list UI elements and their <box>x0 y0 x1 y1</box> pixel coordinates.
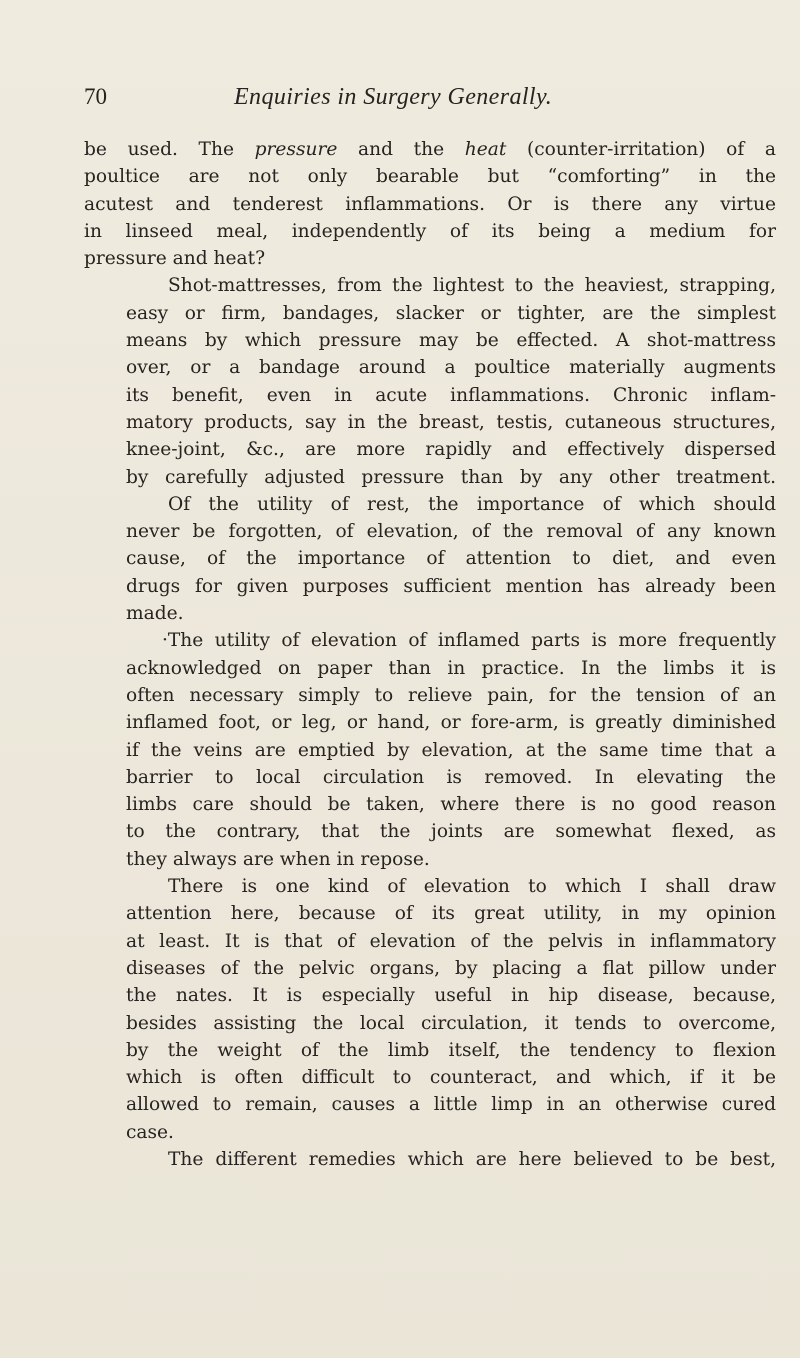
page-header <box>84 84 774 120</box>
text-line: acknowledged on paper than in practice. In the limbs it is <box>126 657 776 679</box>
text-line: easy or firm, bandages, slacker or tighter, are the simplest <box>126 302 776 324</box>
body-text <box>84 136 776 1173</box>
text-line: attention here, because of its great utility, in my opinion <box>126 903 776 925</box>
running-head: Enquiries in Surgery Generally. <box>234 84 553 110</box>
text-line: allowed to remain, causes a little limp in an otherwise cured <box>126 1094 776 1116</box>
text-line: poultice are not only bearable but “comforting” in the <box>84 166 776 188</box>
text-line: means by which pressure may be effected. A shot-mattress <box>126 330 776 352</box>
text-line: matory products, say in the breast, testis, cutaneous structures, <box>126 411 776 433</box>
text-line: besides assisting the local circulation, it tends to overcome, <box>126 1012 776 1034</box>
paragraph <box>84 1146 776 1173</box>
text-line: knee-joint, &c., are more rapidly and effectively dispersed <box>126 439 776 461</box>
page-number: 70 <box>84 84 107 109</box>
text-line: drugs for given purposes sufficient mention has already been <box>126 575 776 597</box>
text-line: Of the utility of rest, the importance of which should <box>168 493 776 515</box>
text-line: There is one kind of elevation to which I shall draw <box>168 876 776 898</box>
text-line: be used. The pressure and the heat (counter-irritation) of a <box>84 139 776 160</box>
text-line: ·The utility of elevation of inflamed parts is more frequently <box>162 630 776 652</box>
text-line: by carefully adjusted pressure than by any other treatment. <box>126 466 776 488</box>
text-line: cause, of the importance of attention to diet, and even <box>126 548 776 570</box>
text-line: if the veins are emptied by elevation, at the same time that a <box>126 739 776 761</box>
text-line: often necessary simply to relieve pain, for the tension of an <box>126 684 776 706</box>
paragraph <box>84 272 776 627</box>
text-line: limbs care should be taken, where there is no good reason <box>126 794 776 816</box>
text-line: The different remedies which are here believed to be best, <box>168 1148 776 1170</box>
text-line: by the weight of the limb itself, the tendency to flexion <box>126 1039 776 1061</box>
text-line: barrier to local circulation is removed. In elevating the <box>126 766 776 788</box>
text-line: which is often difficult to counteract, and which, if it be <box>126 1067 776 1089</box>
text-line: at least. It is that of elevation of the pelvis in inflammatory <box>126 930 776 952</box>
paragraph <box>84 136 776 272</box>
text-line: case. <box>126 1121 174 1143</box>
text-line: in linseed meal, independently of its being a medium for <box>84 220 776 242</box>
text-line: they always are when in repose. <box>126 848 430 870</box>
text-line: diseases of the pelvic organs, by placing a flat pillow under <box>126 957 776 979</box>
text-line: over, or a bandage around a poultice materially augments <box>126 357 776 379</box>
text-line: made. <box>126 603 184 625</box>
text-line: inflamed foot, or leg, or hand, or fore-arm, is greatly diminished <box>126 712 776 734</box>
text-line: to the contrary, that the joints are somewhat flexed, as <box>126 821 776 843</box>
paragraph <box>84 873 776 1146</box>
text-line: Shot-mattresses, from the lightest to the heaviest, strapping, <box>168 275 776 297</box>
text-line: the nates. It is especially useful in hip disease, because, <box>126 985 776 1007</box>
text-line: pressure and heat? <box>84 248 266 270</box>
text-line: acutest and tenderest inflammations. Or is there any virtue <box>84 193 776 215</box>
text-line: never be forgotten, of elevation, of the removal of any known <box>126 521 776 543</box>
text-line: its benefit, even in acute inflammations. Chronic inflam- <box>126 384 776 406</box>
paragraph <box>84 627 776 873</box>
